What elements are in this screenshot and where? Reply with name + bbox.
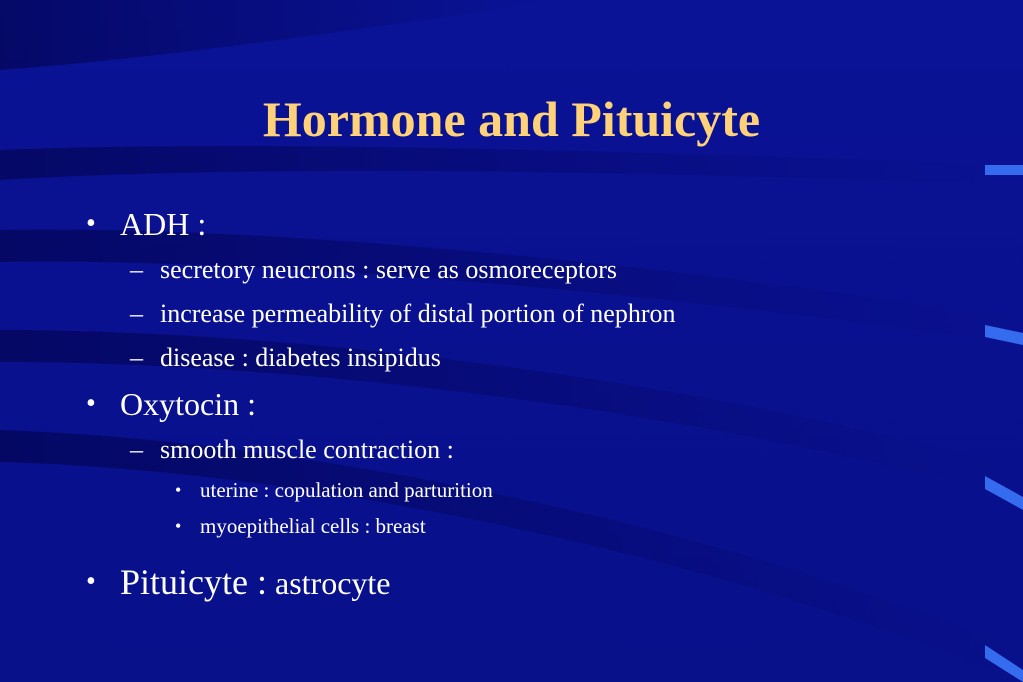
bullet-list	[86, 200, 966, 606]
list-subitem	[86, 336, 966, 380]
list-item-pituicyte	[86, 558, 966, 606]
dash-marker: –	[130, 343, 143, 372]
bullet-marker: •	[175, 480, 182, 500]
subsubitem-text: myoepithelial cells : breast	[200, 514, 426, 538]
bullet-subtext: astrocyte	[275, 565, 391, 601]
spacer	[86, 544, 966, 558]
subitem-text: smooth muscle contraction :	[160, 435, 454, 464]
subsubitem-text: uterine : copulation and parturition	[200, 478, 493, 502]
list-subitem	[86, 248, 966, 292]
list-subsubitem	[86, 472, 966, 508]
dash-marker: –	[130, 299, 143, 328]
list-subitem	[86, 292, 966, 336]
list-subsubitem	[86, 508, 966, 544]
slide-title: Hormone and Pituicyte	[262, 91, 761, 147]
bullet-marker: •	[86, 388, 96, 419]
subitem-text: disease : diabetes insipidus	[160, 343, 441, 372]
bullet-text: ADH :	[120, 206, 207, 242]
subitem-text: secretory neucrons : serve as osmoreceptors	[160, 255, 617, 284]
accent-bars	[985, 165, 1023, 682]
bullet-marker: •	[86, 208, 96, 239]
dash-marker: –	[130, 435, 143, 464]
list-item-adh	[86, 200, 966, 248]
bullet-text: Oxytocin :	[120, 386, 256, 422]
list-subitem	[86, 428, 966, 472]
subitem-text: increase permeability of distal portion of nephron	[160, 299, 676, 328]
dash-marker: –	[130, 255, 143, 284]
bullet-text: Pituicyte :	[120, 562, 267, 602]
bullet-marker: •	[86, 566, 96, 597]
bullet-marker: •	[175, 516, 182, 536]
list-item-oxytocin	[86, 380, 966, 428]
